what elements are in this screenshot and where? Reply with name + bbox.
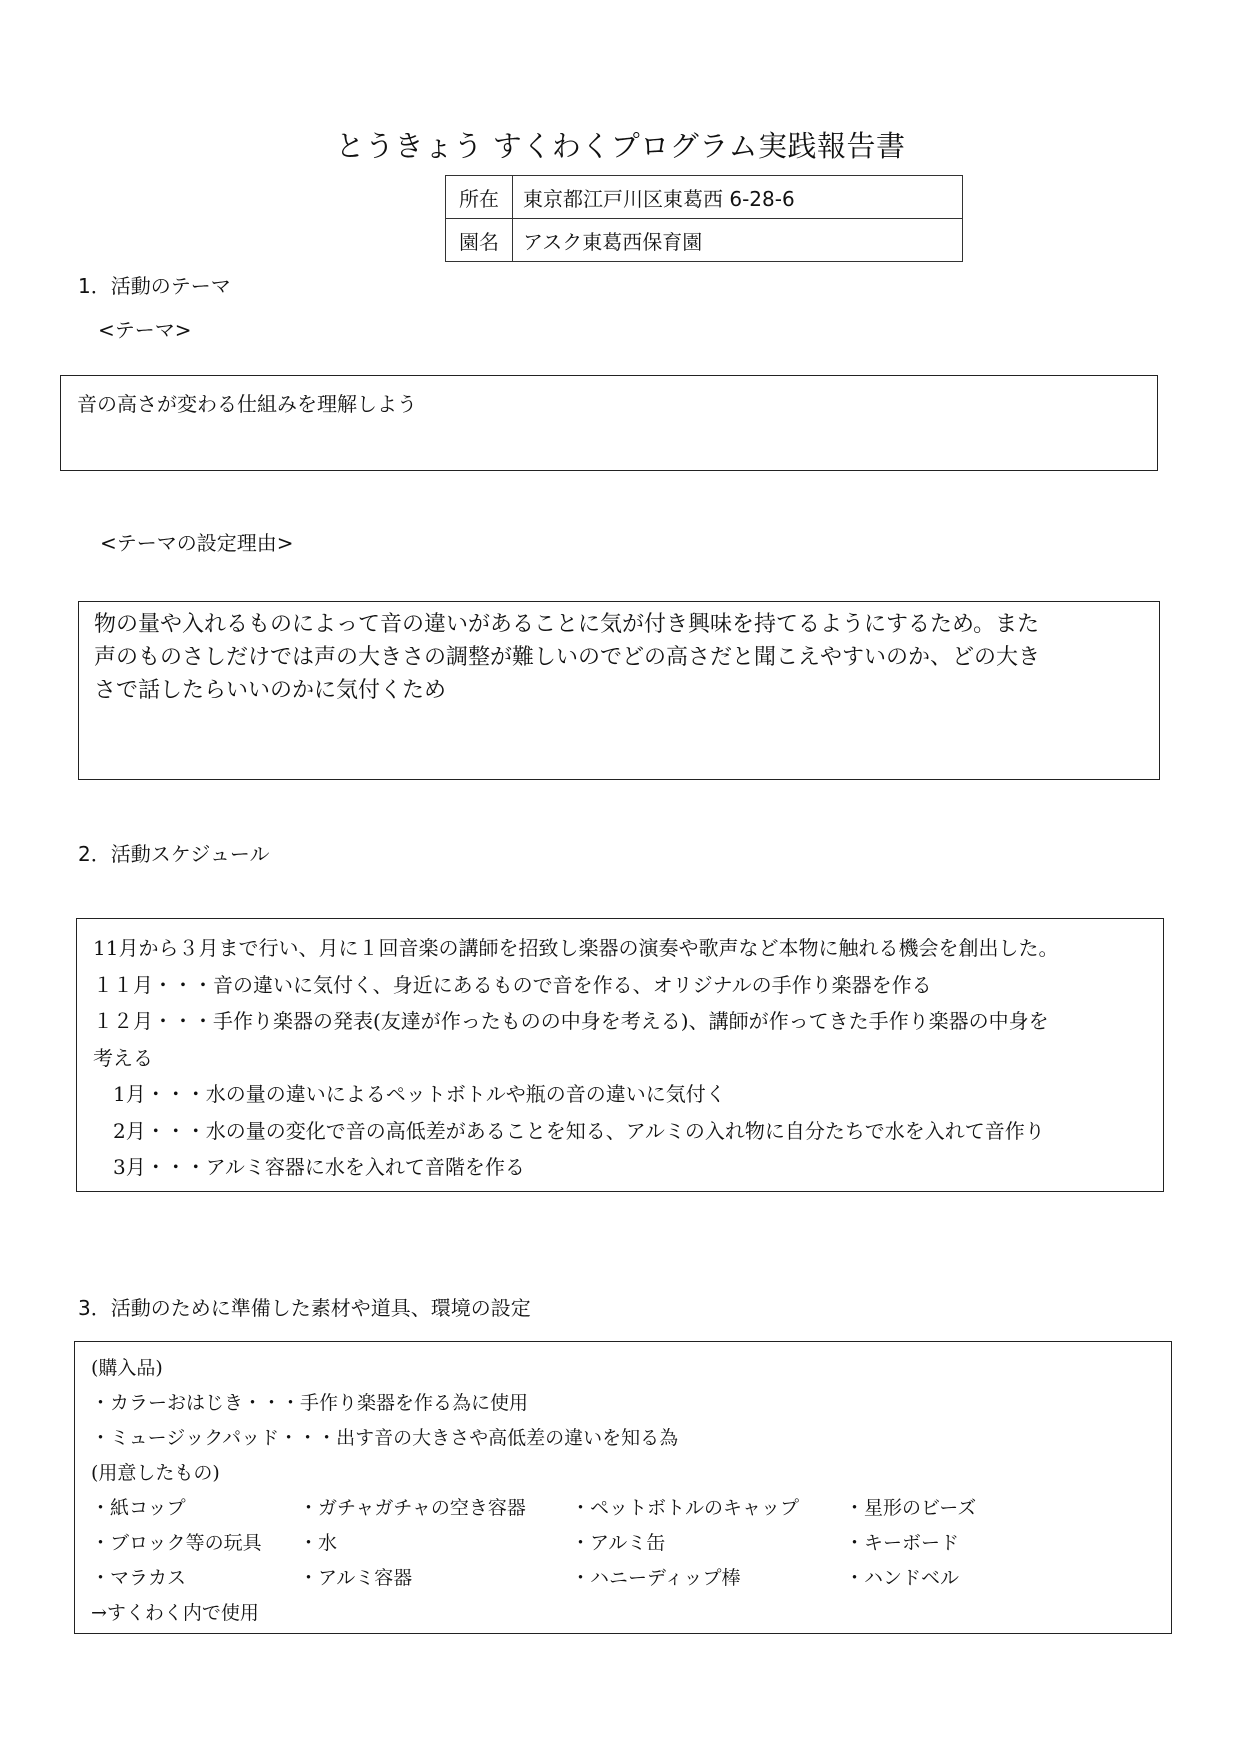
schedule-line: １１月・・・音の違いに気付く、身近にあるもので音を作る、オリジナルの手作り楽器を作る (93, 972, 932, 997)
section3-heading: 3．活動のために準備した素材や道具、環境の設定 (78, 1296, 531, 1320)
info-row-location (446, 176, 963, 219)
schedule-line: 3月・・・アルミ容器に水を入れて音階を作る (93, 1155, 525, 1179)
schedule-line: 11月から３月まで行い、月に１回音楽の講師を招致し楽器の演奏や歌声など本物に触れる機会を創出した。 (93, 936, 1059, 960)
prepared-row (91, 1526, 1171, 1561)
schedule-line: １２月・・・手作り楽器の発表(友達が作ったものの中身を考える)、講師が作ってきた手作り楽器の中身を (93, 1009, 1049, 1033)
prepared-row (91, 1561, 1171, 1596)
theme-box (60, 375, 1158, 471)
prepared-row (91, 1491, 1171, 1526)
section2-heading: 2．活動スケジュール (78, 842, 270, 866)
prepared-item: ・アルミ缶 (571, 1532, 666, 1554)
prepared-item: ・ブロック等の玩具 (91, 1532, 262, 1554)
prepared-item: ・ハニーディップ棒 (571, 1567, 741, 1589)
theme-label: <テーマ> (98, 318, 192, 342)
schedule-line: 考える (93, 1045, 153, 1070)
prepared-item: ・ハンドベル (845, 1567, 960, 1589)
location-value: 東京都江戸川区東葛西 6-28-6 (513, 176, 963, 219)
page-title: とうきょう すくわくプログラム実践報告書 (335, 129, 906, 163)
info-table (445, 175, 963, 262)
materials-footer: →すくわく内で使用 (91, 1602, 259, 1624)
prepared-item: ・ガチャガチャの空き容器 (299, 1497, 526, 1519)
purchased-label: (購入品) (91, 1357, 163, 1379)
section1-heading: 1．活動のテーマ (78, 274, 231, 298)
reason-line: 物の量や入れるものによって音の違いがあることに気が付き興味を持てるようにするため。また (94, 612, 1040, 637)
schedule-line: 2月・・・水の量の変化で音の高低差があることを知る、アルミの入れ物に自分たちで水を入れて音作り (93, 1118, 1045, 1143)
info-row-name (446, 219, 963, 262)
purchased-item: ・ミュージックパッド・・・出す音の大きさや高低差の違いを知る為 (91, 1427, 679, 1449)
prepared-item: ・マラカス (91, 1567, 187, 1589)
prepared-item: ・ペットボトルのキャップ (571, 1497, 800, 1519)
reason-line: 声のものさしだけでは声の大きさの調整が難しいのでどの高さだと聞こえやすいのか、どの大き (94, 645, 1041, 670)
prepared-label: (用意したもの) (91, 1462, 220, 1484)
reason-box (78, 601, 1160, 780)
prepared-item: ・紙コップ (91, 1497, 186, 1519)
prepared-item: ・キーボード (845, 1532, 960, 1554)
materials-box (74, 1341, 1172, 1634)
prepared-item: ・星形のビーズ (845, 1497, 977, 1519)
schedule-box (76, 918, 1164, 1192)
location-label: 所在 (446, 176, 513, 219)
purchased-item: ・カラーおはじき・・・手作り楽器を作る為に使用 (91, 1392, 529, 1414)
name-label: 園名 (446, 219, 513, 262)
reason-label: <テーマの設定理由> (100, 531, 294, 555)
prepared-item: ・水 (299, 1532, 338, 1554)
theme-text: 音の高さが変わる仕組みを理解しよう (77, 392, 417, 416)
prepared-item: ・アルミ容器 (299, 1567, 413, 1589)
reason-line: さで話したらいいのかに気付くため (94, 678, 447, 703)
name-value: アスク東葛西保育園 (513, 219, 963, 262)
schedule-line: 1月・・・水の量の違いによるペットボトルや瓶の音の違いに気付く (93, 1082, 726, 1106)
